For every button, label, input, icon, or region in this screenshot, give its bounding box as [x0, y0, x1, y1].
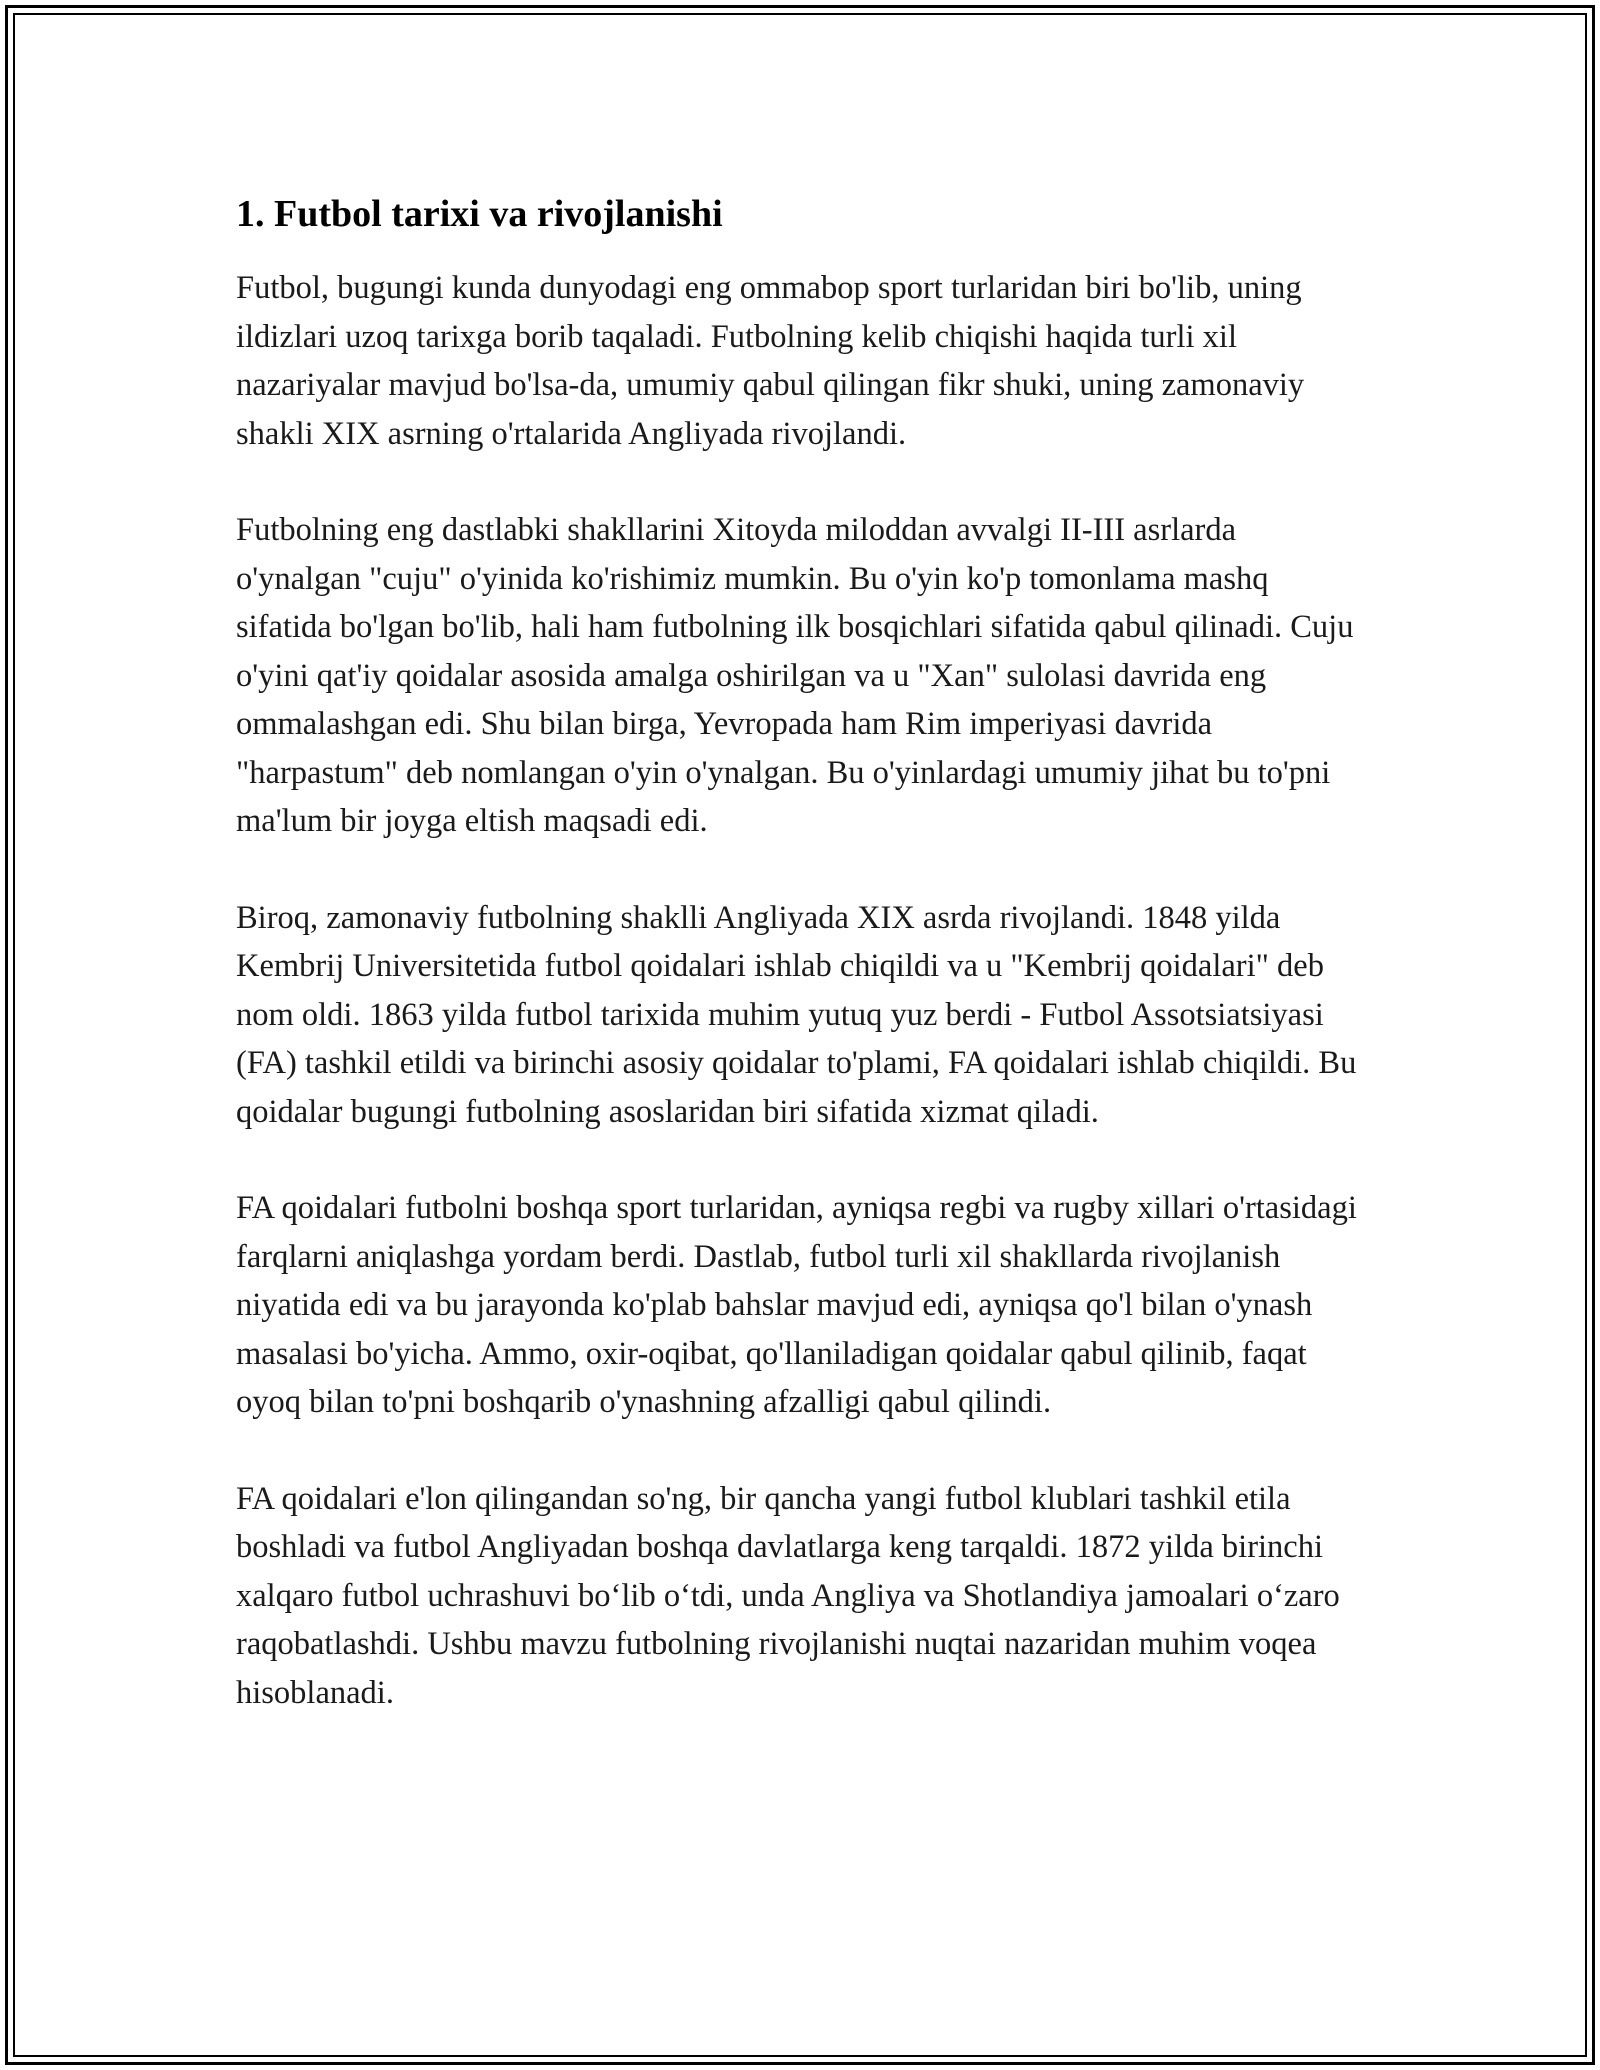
- paragraph-2: Futbolning eng dastlabki shakllarini Xitoyda miloddan avvalgi II-III asrlarda o'ynalgan "cuju" o'yinida ko'rishimiz mumkin. Bu o'yin ko'p tomonlama mashq sifatida bo'lgan bo'lib, hali ham futbolning ilk bosqichlari sifatida qabul qilinadi. Cuju o'yini qat'iy qoidalar asosida amalga oshirilgan va u "Xan" sulolasi davrida eng ommalashgan edi. Shu bilan birga, Yevropada ham Rim imperiyasi davrida "harpastum" deb nomlangan o'yin o'ynalgan. Bu o'yinlardagi umumiy jihat bu to'pni ma'lum bir joyga eltish maqsadi edi.: [236, 512, 1354, 839]
- paragraph-1: Futbol, bugungi kunda dunyodagi eng ommabop sport turlaridan biri bo'lib, uning ildizlari uzoq tarixga borib taqaladi. Futbolning kelib chiqishi haqida turli xil nazariyalar mavjud bo'lsa-da, umumiy qabul qilingan fikr shuki, uning zamonaviy shakli XIX asrning o'rtalarida Angliyada rivojlandi.: [236, 270, 1305, 452]
- paragraph-3: Biroq, zamonaviy futbolning shaklli Angliyada XIX asrda rivojlandi. 1848 yilda Kembrij Universitetida futbol qoidalari ishlab chiqildi va u "Kembrij qoidalari" deb nom oldi. 1863 yilda futbol tarixida muhim yutuq yuz berdi - Futbol Assotsiatsiyasi (FA) tashkil etildi va birinchi asosiy qoidalar to'plami, FA qoidalari ishlab chiqildi. Bu qoidalar bugungi futbolning asoslaridan biri sifatida xizmat qiladi.: [236, 899, 1357, 1130]
- paragraph-4: FA qoidalari futbolni boshqa sport turlaridan, ayniqsa regbi va rugby xillari o'rtasidagi farqlarni aniqlashga yordam berdi. Dastlab, futbol turli xil shakllarda rivojlanish niyatida edi va bu jarayonda ko'plab bahslar mavjud edi, ayniqsa qo'l bilan o'ynash masalasi bo'yicha. Ammo, oxir-oqibat, qo'llaniladigan qoidalar qabul qilinib, faqat oyoq bilan to'pni boshqarib o'ynashning afzalligi qabul qilindi.: [236, 1190, 1357, 1420]
- document-body: [236, 186, 1366, 1765]
- section-heading: 1. Futbol tarixi va rivojlanishi: [236, 193, 723, 235]
- paragraph-list: [236, 264, 1366, 1717]
- paragraph-5: FA qoidalari e'lon qilingandan so'ng, bir qancha yangi futbol klublari tashkil etila boshladi va futbol Angliyadan boshqa davlatlarga keng tarqaldi. 1872 yilda birinchi xalqaro futbol uchrashuvi bo‘lib o‘tdi, unda Angliya va Shotlandiya jamoalari o‘zaro raqobatlashdi. Ushbu mavzu futbolning rivojlanishi nuqtai nazaridan muhim voqea hisoblanadi.: [236, 1480, 1340, 1711]
